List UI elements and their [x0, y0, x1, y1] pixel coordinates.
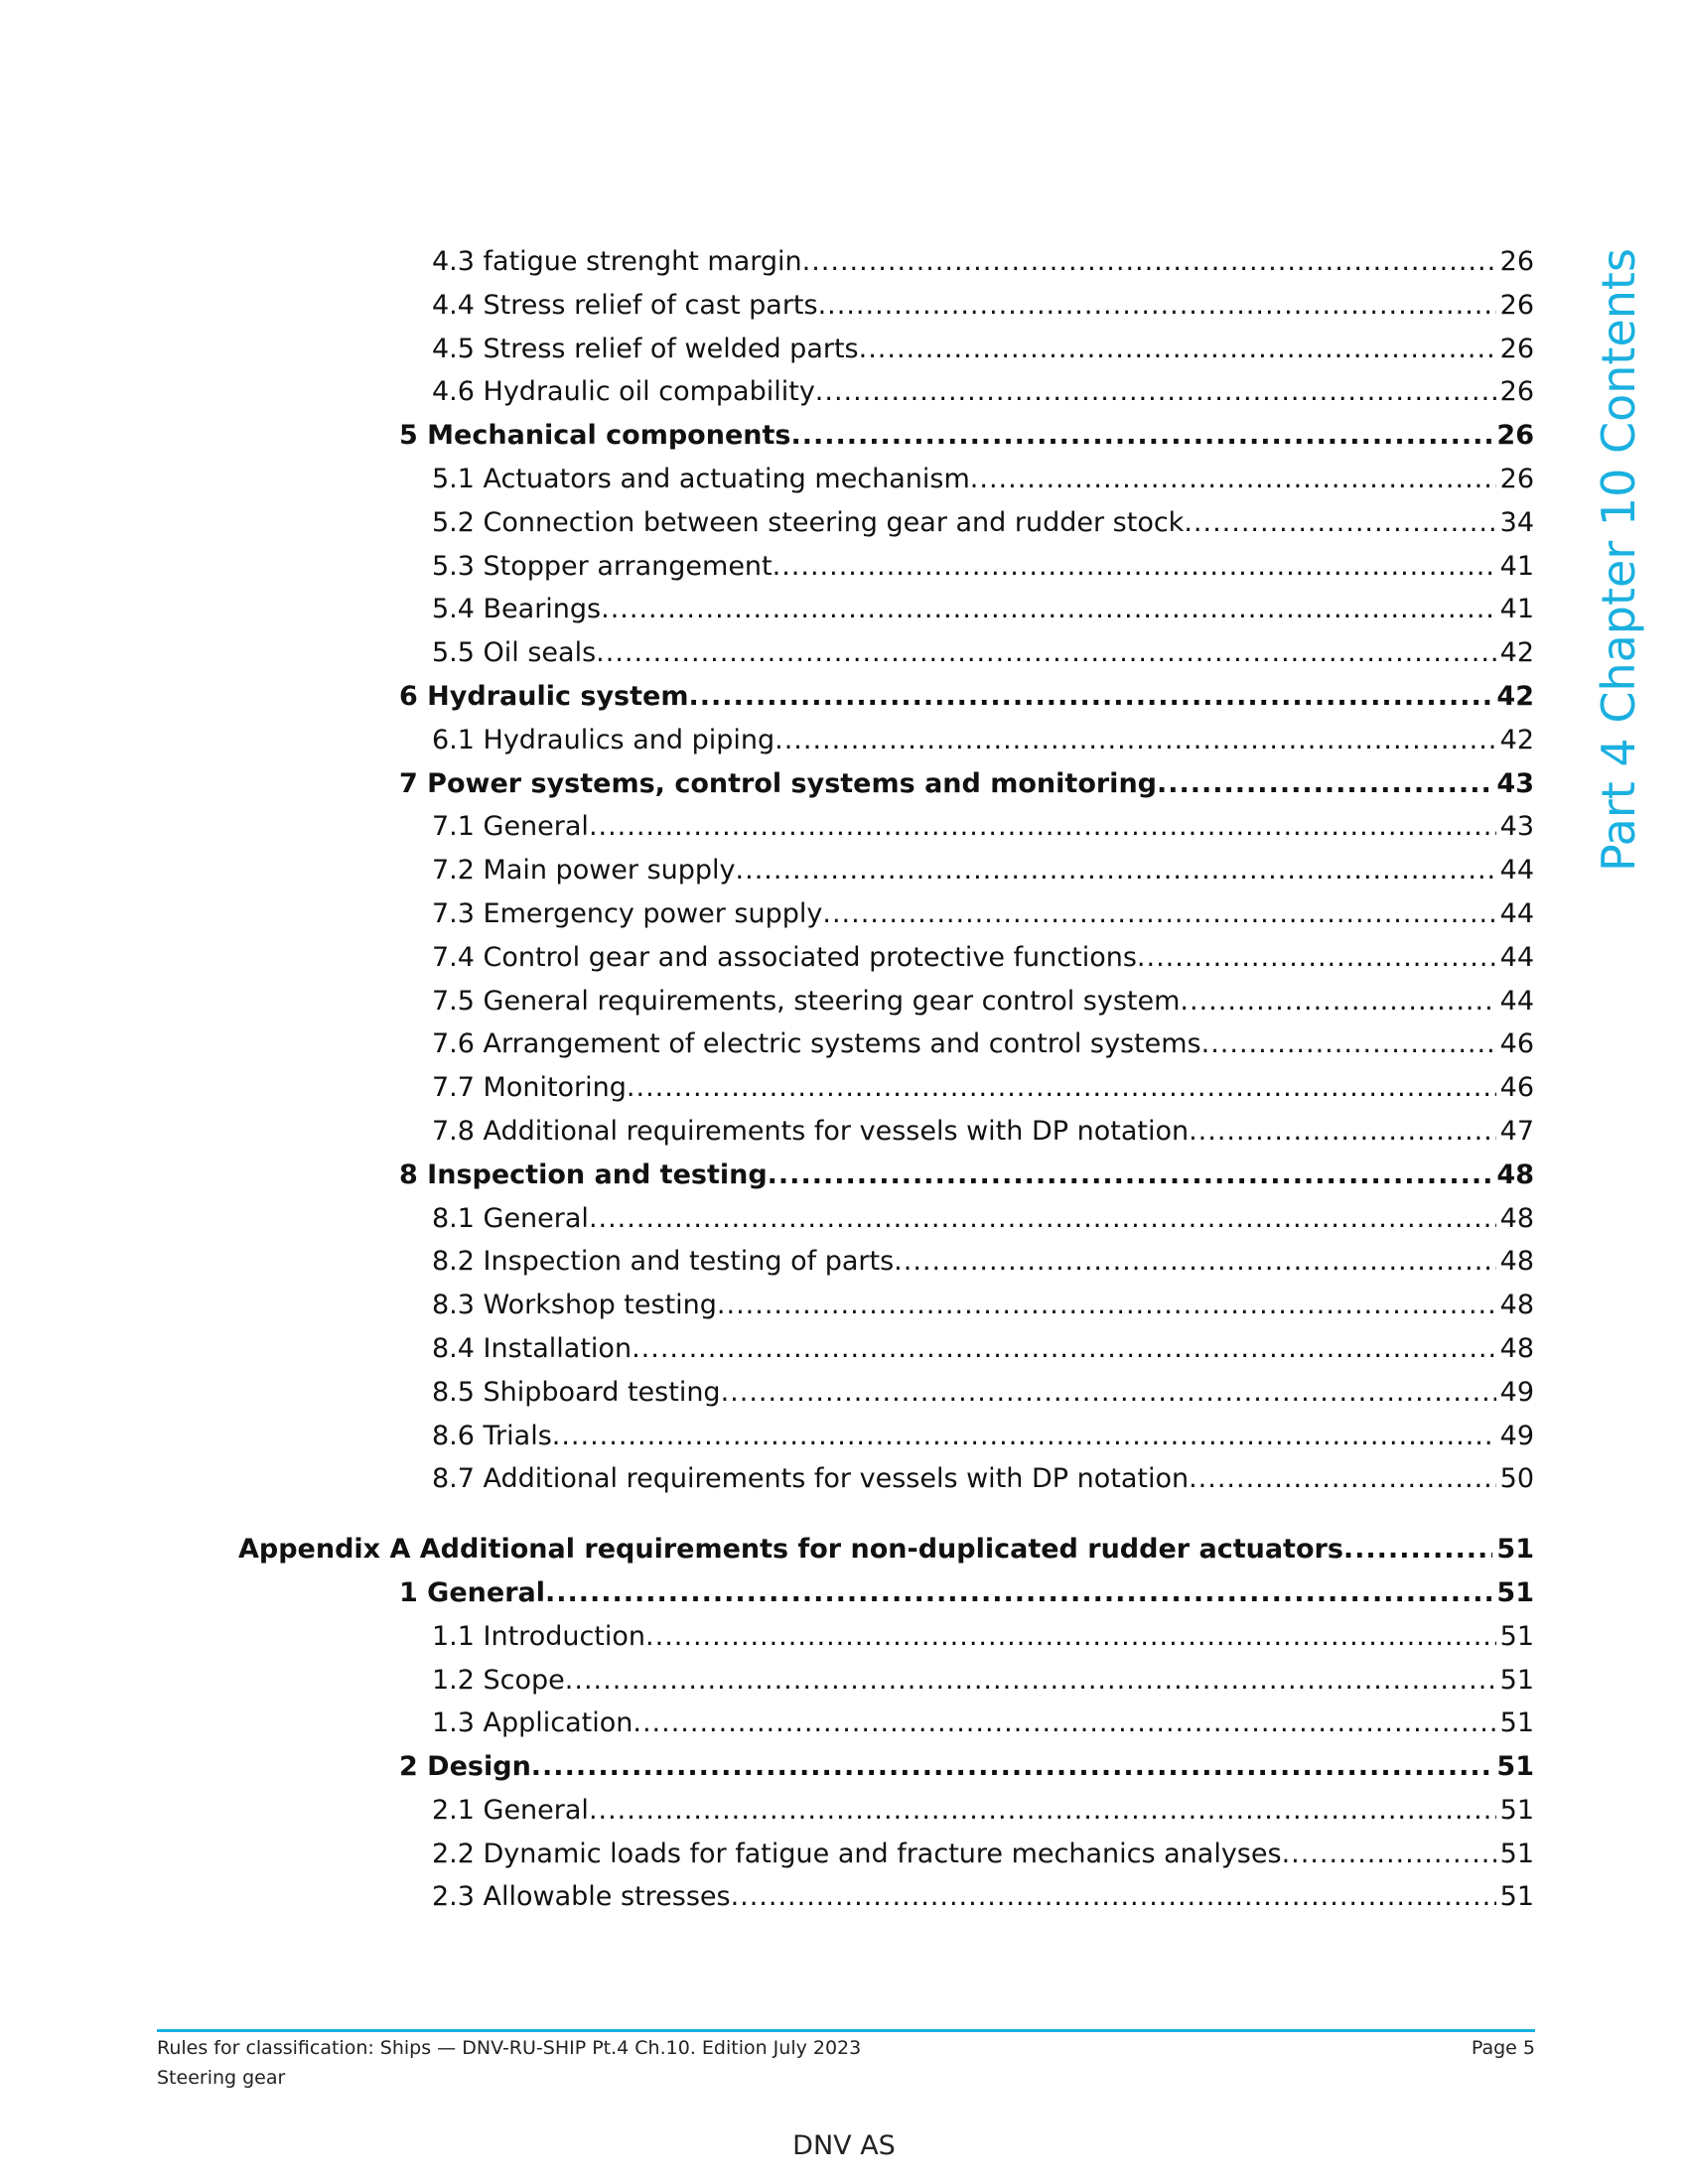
toc-entry-title: 5.5 Oil seals — [432, 637, 597, 669]
toc-leader-dots — [565, 1659, 1496, 1703]
toc-leader-dots — [632, 1327, 1496, 1371]
toc-leader-dots — [970, 458, 1496, 501]
toc-entry-title: 8.6 Trials — [432, 1420, 552, 1451]
toc-entry-page: 26 — [1499, 246, 1534, 277]
toc-entry-page: 46 — [1499, 1028, 1534, 1060]
toc-subsection-entry[interactable] — [238, 1284, 1534, 1327]
toc-entry-page: 49 — [1499, 1420, 1534, 1451]
toc-leader-dots — [627, 1066, 1496, 1110]
toc-section-entry[interactable] — [238, 1571, 1534, 1615]
toc-entry-title: 5.2 Connection between steering gear and rudder stock — [432, 506, 1185, 538]
toc-entry-page: 48 — [1499, 1290, 1534, 1321]
toc-entry-title: 1.1 Introduction — [432, 1620, 646, 1652]
toc-subsection-entry[interactable] — [238, 936, 1534, 980]
toc-subsection-entry[interactable] — [238, 545, 1534, 589]
toc-leader-dots — [721, 1371, 1496, 1415]
toc-leader-dots — [774, 719, 1496, 762]
toc-entry-title: 1.2 Scope — [432, 1664, 565, 1696]
toc-entry-title: 7.3 Emergency power supply — [432, 897, 823, 929]
toc-subsection-entry[interactable] — [238, 370, 1534, 414]
toc-leader-dots — [531, 1745, 1493, 1789]
toc-leader-dots — [736, 849, 1496, 892]
toc-entry-title: 2.2 Dynamic loads for fatigue and fracture mechanics analyses — [432, 1838, 1282, 1869]
toc-entry-title: 4.6 Hydraulic oil compability — [432, 376, 815, 408]
toc-entry-title: 2.1 General — [432, 1794, 589, 1826]
toc-subsection-entry[interactable] — [238, 1833, 1534, 1876]
toc-subsection-entry[interactable] — [238, 1457, 1534, 1501]
toc-entry-title: 5 Mechanical components — [399, 420, 791, 452]
toc-subsection-entry[interactable] — [238, 849, 1534, 892]
toc-entry-page: 34 — [1499, 506, 1534, 538]
toc-entry-page: 48 — [1496, 1159, 1534, 1190]
toc-leader-dots — [589, 1789, 1496, 1833]
toc-leader-dots — [589, 1197, 1496, 1241]
toc-subsection-entry[interactable] — [238, 1240, 1534, 1284]
toc-entry-page: 51 — [1496, 1534, 1534, 1566]
toc-entry-title: 8.1 General — [432, 1202, 589, 1234]
toc-entry-title: 5.4 Bearings — [432, 594, 602, 625]
toc-entry-page: 41 — [1499, 594, 1534, 625]
toc-leader-dots — [601, 588, 1496, 631]
toc-subsection-entry[interactable] — [238, 1789, 1534, 1833]
toc-subsection-entry[interactable] — [238, 1023, 1534, 1066]
toc-entry-page: 48 — [1499, 1246, 1534, 1278]
toc-entry-page: 43 — [1499, 811, 1534, 843]
toc-leader-dots — [802, 240, 1496, 284]
toc-section-entry[interactable] — [238, 1745, 1534, 1789]
toc-entry-title: 5.3 Stopper arrangement — [432, 550, 773, 582]
toc-entry-title: 7.5 General requirements, steering gear control system — [432, 985, 1181, 1017]
toc-entry-page: 51 — [1499, 1707, 1534, 1739]
toc-leader-dots — [768, 1154, 1493, 1197]
toc-entry-page: 43 — [1496, 767, 1534, 799]
toc-entry-page: 44 — [1499, 897, 1534, 929]
toc-entry-title: Appendix A Additional requirements for non-duplicated rudder actuators — [238, 1534, 1343, 1566]
toc-entry-title: 7.1 General — [432, 811, 589, 843]
toc-section-entry[interactable] — [238, 414, 1534, 458]
toc-subsection-entry[interactable] — [238, 328, 1534, 371]
toc-leader-dots — [1343, 1528, 1493, 1571]
toc-leader-dots — [1201, 1023, 1496, 1066]
toc-subsection-entry[interactable] — [238, 1875, 1534, 1919]
footer-page-number: Page 5 — [1471, 2037, 1535, 2059]
toc-subsection-entry[interactable] — [238, 1659, 1534, 1703]
toc-leader-dots — [1189, 1110, 1496, 1154]
toc-section-entry[interactable] — [238, 675, 1534, 719]
toc-entry-title: 6 Hydraulic system — [399, 680, 689, 712]
toc-entry-page: 41 — [1499, 550, 1534, 582]
footer-divider — [157, 2029, 1535, 2032]
toc-entry-title: 7 Power systems, control systems and monitoring — [399, 767, 1157, 799]
toc-leader-dots — [818, 284, 1496, 328]
toc-entry-page: 44 — [1499, 941, 1534, 973]
toc-entry-title: 4.3 fatigue strenght margin — [432, 246, 802, 277]
toc-entry-page: 42 — [1499, 637, 1534, 669]
toc-subsection-entry[interactable] — [238, 980, 1534, 1024]
toc-subsection-entry[interactable] — [238, 1702, 1534, 1745]
toc-subsection-entry[interactable] — [238, 719, 1534, 762]
toc-section-entry[interactable] — [238, 1154, 1534, 1197]
toc-leader-dots — [717, 1284, 1496, 1327]
toc-entry-title: 1.3 Application — [432, 1707, 633, 1739]
toc-leader-dots — [773, 545, 1496, 589]
toc-leader-dots — [589, 805, 1496, 849]
table-of-contents — [238, 240, 1534, 1919]
toc-entry-title: 8.2 Inspection and testing of parts — [432, 1246, 895, 1278]
toc-leader-dots — [1157, 762, 1492, 806]
toc-entry-page: 26 — [1499, 289, 1534, 321]
toc-entry-page: 26 — [1496, 420, 1534, 452]
toc-leader-dots — [633, 1702, 1495, 1745]
toc-entry-title: 8.4 Installation — [432, 1332, 633, 1364]
footer-document-title: Rules for classification: Ships — DNV-RU-SHIP Pt.4 Ch.10. Edition July 2023 — [157, 2037, 862, 2059]
toc-leader-dots — [1282, 1833, 1496, 1876]
toc-entry-page: 26 — [1499, 333, 1534, 364]
toc-entry-title: 2 Design — [399, 1751, 531, 1783]
footer-organization: DNV AS — [792, 2130, 896, 2161]
toc-entry-title: 7.6 Arrangement of electric systems and control systems — [432, 1028, 1201, 1060]
toc-subsection-entry[interactable] — [238, 1197, 1534, 1241]
toc-entry-page: 26 — [1499, 376, 1534, 408]
toc-entry-title: 7.4 Control gear and associated protective functions — [432, 941, 1137, 973]
toc-entry-page: 44 — [1499, 985, 1534, 1017]
toc-entry-page: 51 — [1499, 1881, 1534, 1913]
toc-leader-dots — [822, 892, 1495, 936]
toc-entry-title: 7.2 Main power supply — [432, 855, 736, 887]
toc-subsection-entry[interactable] — [238, 1371, 1534, 1415]
toc-leader-dots — [1180, 980, 1495, 1024]
toc-leader-dots — [552, 1415, 1496, 1458]
toc-entry-page: 49 — [1499, 1376, 1534, 1408]
toc-subsection-entry[interactable] — [238, 1327, 1534, 1371]
toc-entry-title: 8.7 Additional requirements for vessels with DP notation — [432, 1463, 1190, 1495]
toc-subsection-entry[interactable] — [238, 1615, 1534, 1659]
toc-entry-page: 44 — [1499, 855, 1534, 887]
toc-leader-dots — [645, 1615, 1496, 1659]
toc-subsection-entry[interactable] — [238, 240, 1534, 284]
toc-entry-page: 42 — [1496, 680, 1534, 712]
toc-entry-title: 8.5 Shipboard testing — [432, 1376, 721, 1408]
toc-leader-dots — [1189, 1457, 1496, 1501]
toc-leader-dots — [1184, 501, 1495, 545]
toc-leader-dots — [688, 675, 1492, 719]
toc-subsection-entry[interactable] — [238, 631, 1534, 675]
toc-leader-dots — [859, 328, 1496, 371]
toc-entry-page: 26 — [1499, 463, 1534, 494]
toc-section-entry[interactable] — [238, 762, 1534, 806]
toc-entry-page: 51 — [1499, 1794, 1534, 1826]
toc-leader-dots — [790, 414, 1492, 458]
toc-entry-page: 51 — [1499, 1664, 1534, 1696]
toc-entry-title: 2.3 Allowable stresses — [432, 1881, 731, 1913]
toc-leader-dots — [596, 631, 1495, 675]
toc-entry-title: 4.4 Stress relief of cast parts — [432, 289, 818, 321]
toc-subsection-entry[interactable] — [238, 1110, 1534, 1154]
toc-subsection-entry[interactable] — [238, 1066, 1534, 1110]
toc-leader-dots — [1137, 936, 1496, 980]
toc-entry-page: 48 — [1499, 1332, 1534, 1364]
toc-subsection-entry[interactable] — [238, 588, 1534, 631]
toc-entry-page: 51 — [1499, 1620, 1534, 1652]
toc-entry-title: 4.5 Stress relief of welded parts — [432, 333, 859, 364]
toc-entry-title: 1 General — [399, 1576, 545, 1608]
toc-entry-title: 8 Inspection and testing — [399, 1159, 768, 1190]
toc-leader-dots — [894, 1240, 1495, 1284]
toc-entry-title: 8.3 Workshop testing — [432, 1290, 717, 1321]
toc-entry-page: 51 — [1496, 1751, 1534, 1783]
toc-entry-title: 7.8 Additional requirements for vessels with DP notation — [432, 1115, 1190, 1147]
toc-entry-page: 51 — [1499, 1838, 1534, 1869]
toc-subsection-entry[interactable] — [238, 284, 1534, 328]
toc-entry-title: 5.1 Actuators and actuating mechanism — [432, 463, 970, 494]
toc-leader-dots — [815, 370, 1496, 414]
toc-subsection-entry[interactable] — [238, 458, 1534, 501]
toc-subsection-entry[interactable] — [238, 892, 1534, 936]
toc-entry-title: 6.1 Hydraulics and piping — [432, 724, 775, 755]
toc-entry-page: 47 — [1499, 1115, 1534, 1147]
side-title: Part 4 Chapter 10 Contents — [1592, 248, 1645, 872]
toc-entry-page: 48 — [1499, 1202, 1534, 1234]
footer-subtitle: Steering gear — [157, 2067, 286, 2089]
toc-leader-dots — [545, 1571, 1492, 1615]
toc-entry-page: 50 — [1499, 1463, 1534, 1495]
toc-entry-title: 7.7 Monitoring — [432, 1072, 627, 1104]
toc-leader-dots — [731, 1875, 1496, 1919]
toc-appendix-entry[interactable] — [238, 1528, 1534, 1571]
toc-subsection-entry[interactable] — [238, 1415, 1534, 1458]
toc-entry-page: 42 — [1499, 724, 1534, 755]
toc-subsection-entry[interactable] — [238, 501, 1534, 545]
toc-subsection-entry[interactable] — [238, 805, 1534, 849]
toc-entry-page: 51 — [1496, 1576, 1534, 1608]
toc-entry-page: 46 — [1499, 1072, 1534, 1104]
